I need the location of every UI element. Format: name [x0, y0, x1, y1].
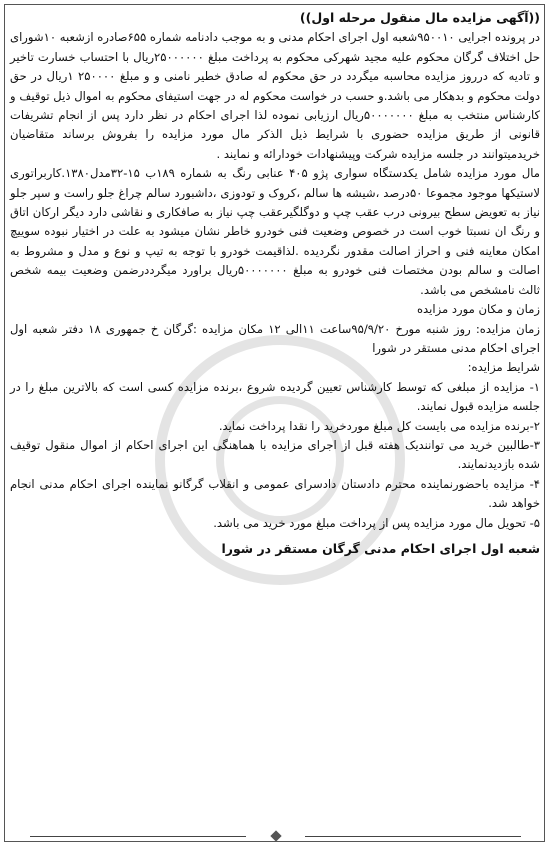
condition-item: ۵- تحویل مال مورد مزایده پس از پرداخت مبلغ مورد خرید می باشد.: [213, 515, 540, 530]
intro-paragraph: در پرونده اجرایی ۹۵۰۰۱۰شعبه اول اجرای احکام مدنی و به موجب دادنامه شماره ۶۵۵صادره ازشعبه ۱۰شورای حل اختلاف گرگان محکوم علیه مجید شهرکی محکوم به پرداخت مبلغ ۲۵۰۰۰۰۰۰ریال با احتساب خسارت تاخیر و تادیه که درروز مزایده محاسبه میگردد در حق محکوم له صادق خطیر نامنی و و مبلغ ۲۵۰۰۰۰ ۱ریال در حق دولت محکوم و بدهکار می باشد.و حسب در خواست محکوم له در جهت استیفای محکوم به اموال ذیل توقیف و کارشناس منتخب به مبلغ ۵۰۰۰۰۰۰۰ریال ارزیابی نموده لذا اجرای احکام در نظر دارد پس از انجام تشریفات قانونی از طریق مزایده حضوری با شرایط ذیل الذکر مال مورد مزایده را بفروش برساند متقاضیان خریدمیتوانند در جلسه مزایده شرکت وپیشنهادات خودارائه و نمایند .: [10, 30, 541, 161]
notice-body: [10, 8, 540, 558]
conditions-heading: شرایط مزایده:: [467, 360, 540, 375]
condition-item: ۱- مزایده از مبلغی که توسط کارشناس تعیین گردیده شروع ،برنده مزایده کسی است که بالاترین مبلغ را در جلسه مزایده قبول نمایند.: [10, 379, 540, 414]
bottom-ornament: [30, 832, 521, 842]
time-place-text: زمان مزایده: روز شنبه مورخ ۹۵/۹/۲۰ساعت ۱۱الی ۱۲ مکان مزایده :گرگان خ جمهوری ۱۸ دفتر شعبه اول اجرای احکام مدنی مستقر در شورا: [10, 321, 540, 355]
ornament-line-right: [305, 836, 521, 837]
ornament-line-left: [30, 836, 246, 837]
condition-item: ۴- مزایده باحضورنماینده محترم دادستان دادسرای عمومی و انقلاب گرگانو نماینده اجرای احکام مدنی انجام خواهد شد.: [10, 476, 540, 511]
issuer-footer: شعبه اول اجرای احکام مدنی گرگان مستقر در شورا: [221, 540, 540, 556]
notice-title: ((آگهی مزایده مال منقول مرحله اول)): [299, 10, 540, 25]
time-place-heading: زمان و مکان مورد مزایده: [416, 302, 540, 317]
condition-item: ۲-برنده مزایده می بایست کل مبلغ موردخرید را نقدا پرداخت نماید.: [218, 418, 540, 433]
condition-item: ۳-طالبین خرید می توانندیک هفته قبل از اجرای مزایده با هماهنگی این اجرای احکام از اموال منقول توقیف شده بازدیدنمایند.: [10, 437, 540, 472]
diamond-icon: [270, 830, 281, 841]
item-description: مال مورد مزایده شامل یکدستگاه سواری پژو ۴۰۵ عنابی رنگ به شماره ۱۸۹ب ۱۵-۳۲مدل۱۳۸۰.کاربراتوری لاستیکها موجود مجموعا ۵۰درصد ،شیشه ها سالم ،کروک و تودوزی ،داشبورد سالم چراغ جلو راست و سپر جلو نیاز به تعویض سطح بیرونی درب عقب چپ و دوگلگیرعقب چپ نیاز به صافکاری و نقاشی دارد دیگر ارکان اتاق و رنگ ان نسبتا خوب است در خصوص وضعیت فنی خودرو خاطر نشان میشود به علت در اختیار نبوده سوییچ امکان معاینه فنی و احراز اصالت مقدور نگردیده .لذاقیمت خودرو با توجه به تیپ و نوع و مدل و مشروط به اصالت و سالم بودن مختصات فنی خودرو به مبلغ ۵۰۰۰۰۰۰۰ریال براورد میگرددرضمن وضعیت بیمه شخص ثالث نامشخص می باشد.: [10, 166, 540, 297]
